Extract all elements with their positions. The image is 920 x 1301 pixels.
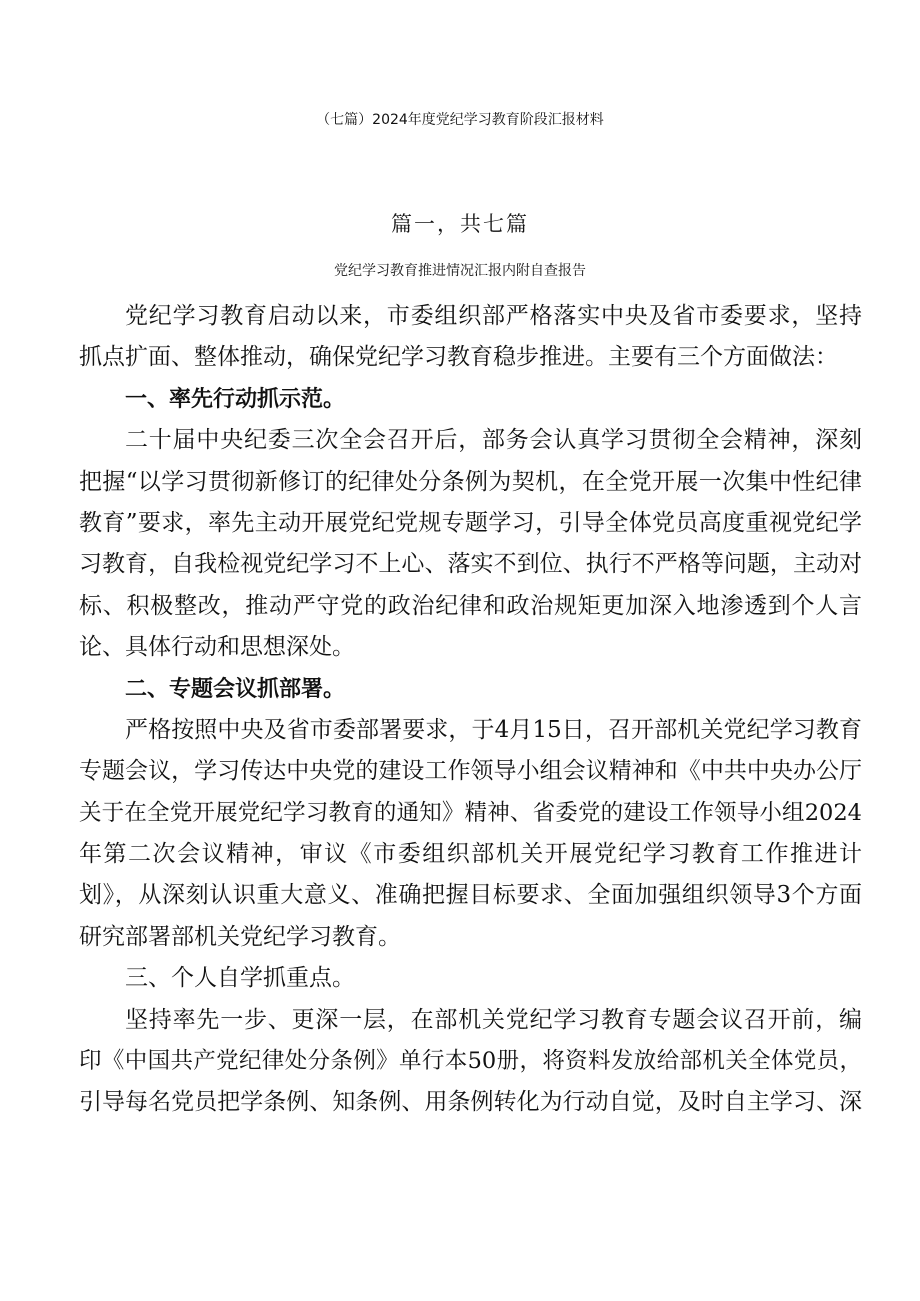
paragraph-line: 研究部署部机关党纪学习教育。 [79, 923, 401, 950]
paragraph-line: 严格按照中央及省市委部署要求，于4月15日，召开部机关党纪学习教育 [125, 716, 862, 743]
paragraph-line: 教育”要求，率先主动开展党纪党规专题学习，引导全体党员高度重视党纪学 [79, 509, 862, 536]
paragraph-line: 抓点扩面、整体推动，确保党纪学习教育稳步推进。主要有三个方面做法： [79, 344, 838, 371]
part-title: 党纪学习教育推进情况汇报内附自查报告 [334, 263, 586, 279]
part-label: 篇一，共七篇 [391, 212, 529, 236]
section-heading-2: 二、专题会议抓部署。 [125, 676, 346, 702]
document-body [79, 296, 862, 1124]
paragraph-line: 二十届中央纪委三次全会召开后，部务会认真学习贯彻全会精神，深刻 [125, 427, 862, 454]
paragraph-line: 年第二次会议精神，审议《市委组织部机关开展党纪学习教育工作推进计 [79, 841, 862, 868]
paragraph-line: 引导每名党员把学条例、知条例、用条例转化为行动自觉，及时自主学习、深 [79, 1089, 862, 1116]
paragraph-line: 习教育，自我检视党纪学习不上心、落实不到位、执行不严格等问题，主动对 [79, 551, 862, 578]
section-heading-1: 一、率先行动抓示范。 [125, 386, 346, 412]
document-title: （七篇）2024年度党纪学习教育阶段汇报材料 [316, 112, 604, 128]
paragraph-line: 关于在全党开展党纪学习教育的通知》精神、省委党的建设工作领导小组2024 [79, 799, 862, 826]
paragraph-line: 论、具体行动和思想深处。 [79, 634, 355, 661]
paragraph-line: 标、积极整改，推动严守党的政治纪律和政治规矩更加深入地渗透到个人言 [79, 592, 862, 619]
paragraph-line: 划》，从深刻认识重大意义、准确把握目标要求、全面加强组织领导3个方面 [79, 882, 862, 909]
paragraph-line: 把握“以学习贯彻新修订的纪律处分条例为契机，在全党开展一次集中性纪律 [79, 468, 862, 495]
paragraph-line: 专题会议，学习传达中央党的建设工作领导小组会议精神和《中共中央办公厅 [79, 758, 862, 785]
paragraph-line: 坚持率先一步、更深一层，在部机关党纪学习教育专题会议召开前，编 [125, 1006, 862, 1033]
paragraph-line: 印《中国共产党纪律处分条例》单行本50册，将资料发放给部机关全体党员， [79, 1048, 862, 1075]
section-heading-3: 三、个人自学抓重点。 [125, 965, 355, 992]
paragraph-line: 党纪学习教育启动以来，市委组织部严格落实中央及省市委要求，坚持 [125, 303, 862, 329]
